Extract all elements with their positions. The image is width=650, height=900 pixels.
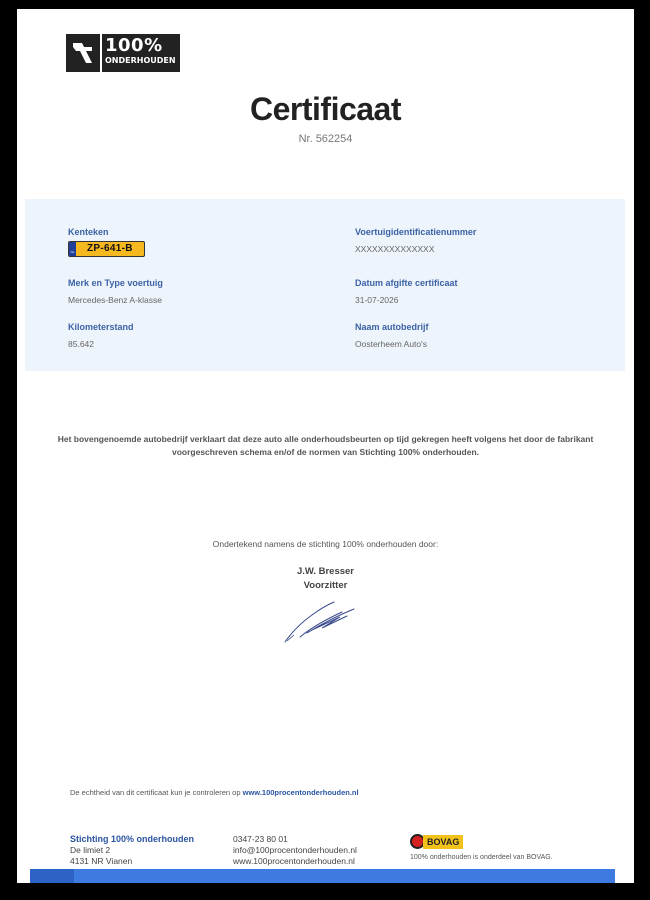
signature-image xyxy=(282,597,362,647)
logo-title: 100% xyxy=(105,35,163,56)
bovag-logo xyxy=(410,834,463,849)
footer-website[interactable]: www.100procentonderhouden.nl xyxy=(233,856,355,866)
signer-name: J.W. Bresser xyxy=(296,566,355,577)
certificate-page xyxy=(17,9,634,883)
page-title: Certificaat xyxy=(250,91,401,127)
footer-contact xyxy=(233,834,357,867)
bovag-wordmark: BOVAG xyxy=(423,835,463,849)
field-km xyxy=(68,322,134,349)
certificate-number: Nr. 562254 xyxy=(298,133,353,145)
field-value: 31-07-2026 xyxy=(355,295,399,305)
footer-address xyxy=(70,834,194,867)
field-value: Mercedes-Benz A-klasse xyxy=(68,295,163,305)
field-label: Merk en Type voertuig xyxy=(68,278,163,288)
field-label: Kilometerstand xyxy=(68,322,134,332)
signer-role: Voorzitter xyxy=(303,580,348,591)
field-value: XXXXXXXXXXXXXX xyxy=(355,244,435,254)
verification-link[interactable]: www.100procentonderhouden.nl xyxy=(242,788,359,797)
foundation-name: Stichting 100% onderhouden xyxy=(70,834,195,844)
verification-text: De echtheid van dit certificaat kun je controleren op xyxy=(70,788,243,797)
field-label: Voertuigidentificatienummer xyxy=(355,227,477,237)
field-make xyxy=(68,278,163,305)
field-vin xyxy=(355,227,476,254)
field-date xyxy=(355,278,458,305)
bovag-note: 100% onderhouden is onderdeel van BOVAG. xyxy=(410,854,553,861)
brand-logo xyxy=(66,34,180,72)
plate-country: NL xyxy=(69,242,76,256)
footer-street: De limiet 2 xyxy=(70,845,111,855)
vehicle-info-panel xyxy=(25,199,625,371)
bottom-accent-bar-segment xyxy=(30,869,74,883)
field-label: Kenteken xyxy=(68,227,109,237)
field-value: 85.642 xyxy=(68,339,94,349)
footer-email[interactable]: info@100procentonderhouden.nl xyxy=(233,845,357,855)
field-label: Datum afgifte certificaat xyxy=(355,278,458,288)
statement-line: Het bovengenoemde autobedrijf verklaart dat deze auto alle onderhoudsbeurten op tijd gekregen heeft volgens het door de fabrikant xyxy=(57,434,594,444)
logo-subtitle: ONDERHOUDEN xyxy=(105,56,176,65)
statement-line: voorgeschreven schema en/of de normen van Stichting 100% onderhouden. xyxy=(171,447,480,457)
wrench-icon xyxy=(66,34,100,72)
footer-city: 4131 NR Vianen xyxy=(70,856,133,866)
certification-statement xyxy=(17,433,634,459)
verification-note xyxy=(70,788,359,797)
plate-number: ZP-641-B xyxy=(87,243,133,254)
signature-intro: Ondertekend namens de stichting 100% onderhouden door: xyxy=(212,539,439,549)
field-garage xyxy=(355,322,429,349)
footer-phone: 0347-23 80 01 xyxy=(233,834,288,844)
bottom-accent-bar xyxy=(30,869,615,883)
field-value: Oosterheem Auto's xyxy=(355,339,428,349)
license-plate xyxy=(68,241,145,257)
field-label: Naam autobedrijf xyxy=(355,322,429,332)
field-kenteken xyxy=(68,227,145,258)
